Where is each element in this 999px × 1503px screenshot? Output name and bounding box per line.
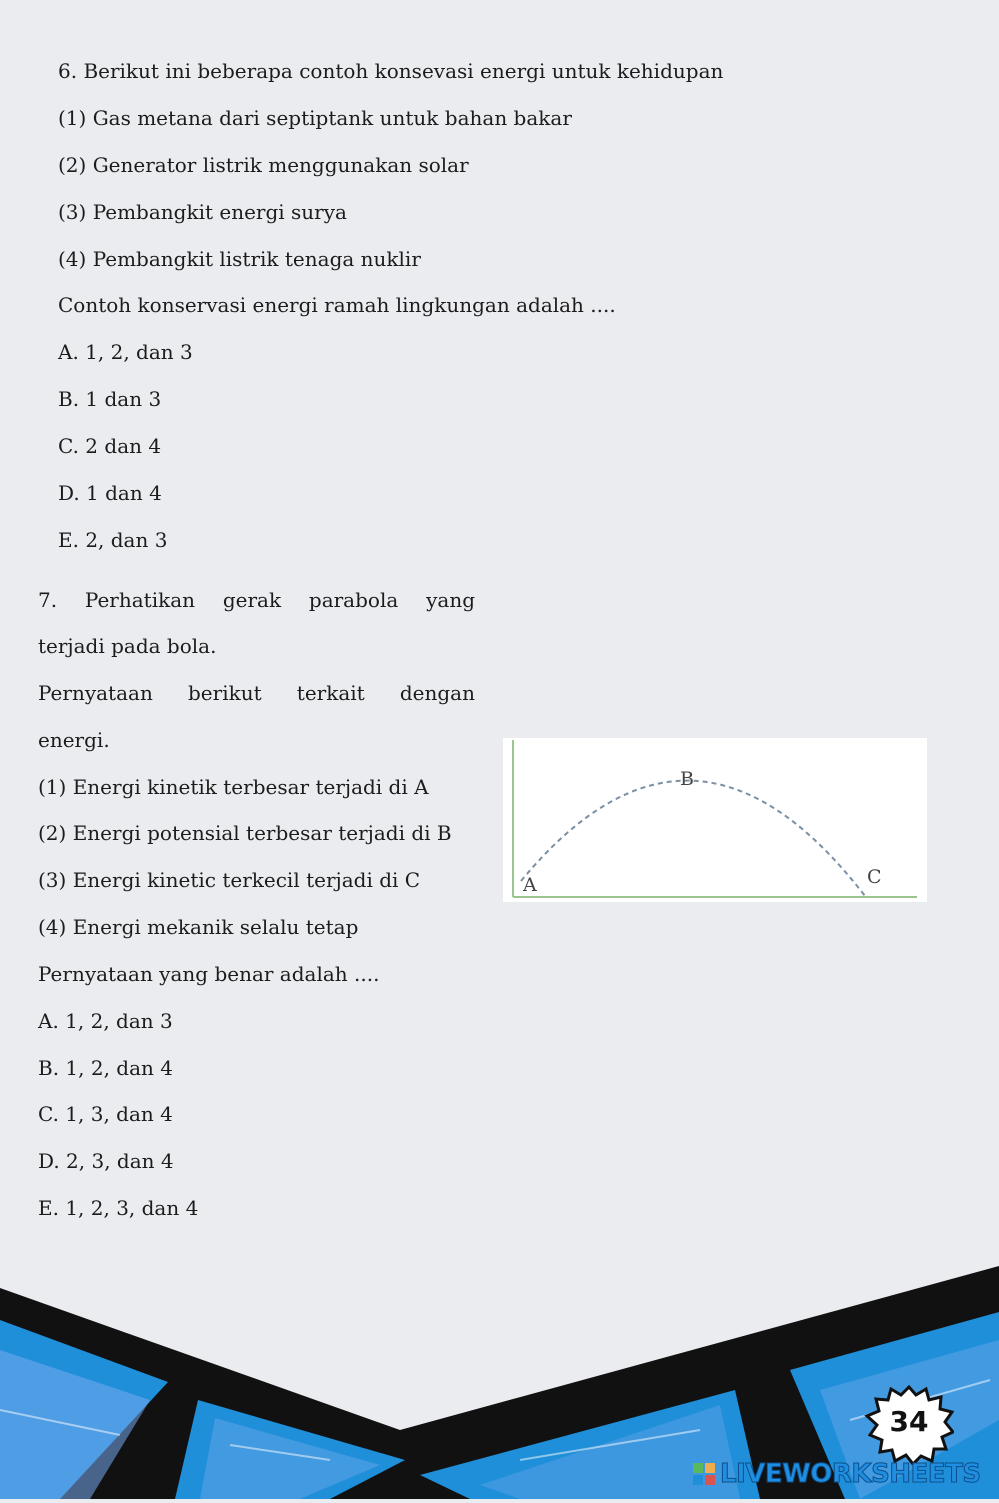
liveworksheets-logo-icon <box>692 1462 716 1486</box>
parabola-figure <box>503 738 927 902</box>
q6-option-e[interactable]: E. 2, dan 3 <box>58 528 168 552</box>
brand-text: LIVEWORKSHEETS <box>720 1459 981 1489</box>
q7-option-e[interactable]: E. 1, 2, 3, dan 4 <box>38 1196 199 1220</box>
q7-statement-line1: Pernyataan berikut terkait dengan <box>38 681 475 705</box>
label-b: B <box>680 768 694 790</box>
parabola-trajectory <box>521 781 865 896</box>
q7-option-c[interactable]: C. 1, 3, dan 4 <box>38 1102 173 1126</box>
q6-question: 6. Berikut ini beberapa contoh konsevasi energi untuk kehidupan <box>58 59 724 83</box>
q6-item-2: (2) Generator listrik menggunakan solar <box>58 153 469 177</box>
q7-item-1: (1) Energi kinetik terbesar terjadi di A <box>38 775 429 799</box>
q6-item-3: (3) Pembangkit energi surya <box>58 200 347 224</box>
q7-statement-line2: energi. <box>38 728 110 752</box>
q7-intro-line1: 7. Perhatikan gerak parabola yang <box>38 588 475 612</box>
q7-intro-line2: terjadi pada bola. <box>38 634 217 658</box>
q6-item-4: (4) Pembangkit listrik tenaga nuklir <box>58 247 421 271</box>
q6-option-b[interactable]: B. 1 dan 3 <box>58 387 162 411</box>
q7-item-3: (3) Energi kinetic terkecil terjadi di C <box>38 868 421 892</box>
q7-prompt: Pernyataan yang benar adalah .... <box>38 962 380 986</box>
q7-item-2: (2) Energi potensial terbesar terjadi di B <box>38 821 452 845</box>
liveworksheets-brand[interactable] <box>692 1457 981 1491</box>
q6-prompt: Contoh konservasi energi ramah lingkungan adalah .... <box>58 293 616 317</box>
q6-item-1: (1) Gas metana dari septiptank untuk bahan bakar <box>58 106 572 130</box>
q7-option-d[interactable]: D. 2, 3, dan 4 <box>38 1149 174 1173</box>
parabola-diagram <box>503 738 927 902</box>
label-a: A <box>523 874 537 896</box>
q6-option-c[interactable]: C. 2 dan 4 <box>58 434 162 458</box>
page-number: 34 <box>889 1405 929 1438</box>
label-c: C <box>867 866 882 888</box>
q7-option-b[interactable]: B. 1, 2, dan 4 <box>38 1056 173 1080</box>
q6-option-d[interactable]: D. 1 dan 4 <box>58 481 162 505</box>
q7-option-a[interactable]: A. 1, 2, dan 3 <box>38 1009 173 1033</box>
q6-option-a[interactable]: A. 1, 2, dan 3 <box>58 340 193 364</box>
q7-item-4: (4) Energi mekanik selalu tetap <box>38 915 359 939</box>
